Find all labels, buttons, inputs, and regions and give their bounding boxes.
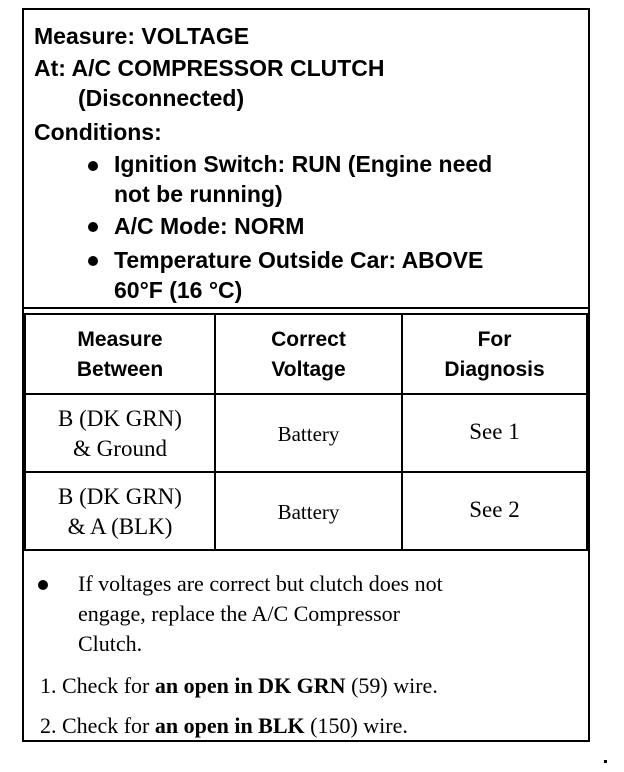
step-text: Check for [62,713,150,738]
at-sub-line: (Disconnected) [78,85,245,111]
correct-voltage: Battery [277,422,340,446]
scan-speck [604,760,607,763]
column-header: Between [76,358,164,381]
note-line: If voltages are correct but clutch does not [78,571,443,596]
step-number: 1. [40,673,57,698]
column-header: For [477,328,512,351]
measure-between-line2: & A (BLK) [67,514,173,539]
diagnosis-step-2 [40,711,408,741]
table-header-cell [24,313,216,395]
diagnosis-ref: See 2 [469,497,520,522]
voltage-table [24,313,588,551]
conditions-label: Conditions: [34,119,162,145]
note-line: engage, replace the A/C Compressor [78,601,400,626]
table-cell [214,471,403,551]
column-header: Correct [271,328,346,351]
at-line: At: A/C COMPRESSOR CLUTCH [34,55,385,81]
diagnosis-ref: See 1 [469,419,520,444]
step-text: (150) wire. [310,713,408,738]
bullet-icon [38,580,48,590]
table-cell [401,471,588,551]
condition-ignition-line2: not be running) [114,181,283,207]
bullet-icon [88,161,98,171]
step-text: Check for [62,673,150,698]
measure-line: Measure: VOLTAGE [34,23,250,49]
step-text: (59) wire. [351,673,438,698]
bullet-icon [88,222,98,232]
table-header-cell [401,313,588,395]
measure-between-line1: B (DK GRN) [58,406,182,431]
condition-ac-mode: A/C Mode: NORM [114,213,305,239]
correct-voltage: Battery [277,500,340,524]
note-line: Clutch. [78,631,143,656]
condition-temperature-line2: 60°F (16 °C) [114,277,243,303]
table-cell [401,393,588,473]
bullet-icon [88,256,98,266]
column-header: Measure [77,328,163,351]
measure-between-line1: B (DK GRN) [58,484,182,509]
diagnostic-card [22,8,590,742]
step-text-bold: an open in DK GRN [154,673,346,698]
condition-ignition-line1: Ignition Switch: RUN (Engine need [114,151,493,177]
measure-between-line2: & Ground [73,436,167,461]
column-header: Voltage [271,358,346,381]
diagnosis-step-1 [40,671,438,701]
step-number: 2. [40,713,57,738]
test-conditions-header [24,10,588,309]
table-cell [214,393,403,473]
condition-temperature-line1: Temperature Outside Car: ABOVE [114,247,484,273]
step-text-bold: an open in BLK [154,713,305,738]
table-row [24,393,216,473]
column-header: Diagnosis [444,358,545,381]
table-row [24,471,216,551]
table-header-cell [214,313,403,395]
